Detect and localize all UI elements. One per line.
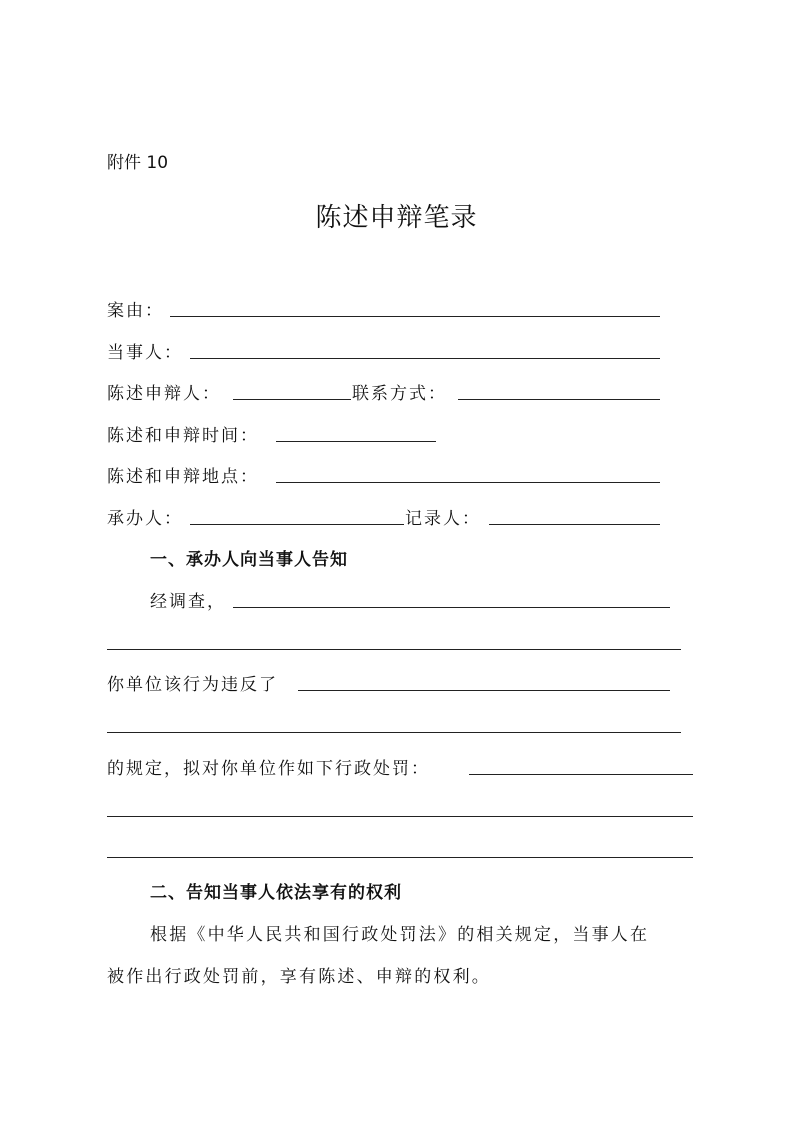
contact-label: 联系方式： [352, 384, 447, 404]
penalty-field-continued-1[interactable] [107, 816, 693, 817]
attachment-label: 附件 10 [107, 153, 169, 173]
violation-field[interactable] [298, 690, 670, 691]
recorder-label: 记录人： [405, 509, 481, 529]
case-reason-field[interactable] [170, 316, 660, 317]
handler-label: 承办人： [107, 509, 183, 529]
contact-field[interactable] [458, 399, 660, 400]
handler-field[interactable] [190, 524, 404, 525]
party-field[interactable] [190, 358, 660, 359]
rights-paragraph-line2: 被作出行政处罚前，享有陈述、申辩的权利。 [107, 967, 491, 987]
recorder-field[interactable] [489, 524, 660, 525]
violation-field-continued[interactable] [107, 732, 681, 733]
section2-heading: 二、告知当事人依法享有的权利 [150, 883, 402, 903]
section1-heading: 一、承办人向当事人告知 [150, 550, 348, 570]
violation-label: 你单位该行为违反了 [107, 675, 278, 695]
penalty-label: 的规定，拟对你单位作如下行政处罚： [107, 759, 430, 779]
place-field[interactable] [276, 482, 660, 483]
place-label: 陈述和申辩地点： [107, 467, 259, 487]
investigation-label: 经调查， [150, 592, 226, 612]
document-title: 陈述申辩笔录 [315, 203, 478, 233]
investigation-field[interactable] [233, 607, 670, 608]
rights-paragraph-line1: 根据《中华人民共和国行政处罚法》的相关规定，当事人在 [150, 925, 650, 945]
party-label: 当事人： [107, 343, 183, 363]
investigation-field-continued[interactable] [107, 649, 681, 650]
case-reason-label: 案由： [107, 301, 164, 321]
time-label: 陈述和申辩时间： [107, 426, 259, 446]
time-field[interactable] [276, 441, 436, 442]
penalty-field-continued-2[interactable] [107, 857, 693, 858]
presenter-label: 陈述申辩人： [107, 384, 221, 404]
presenter-field[interactable] [233, 399, 351, 400]
penalty-field[interactable] [469, 774, 693, 775]
